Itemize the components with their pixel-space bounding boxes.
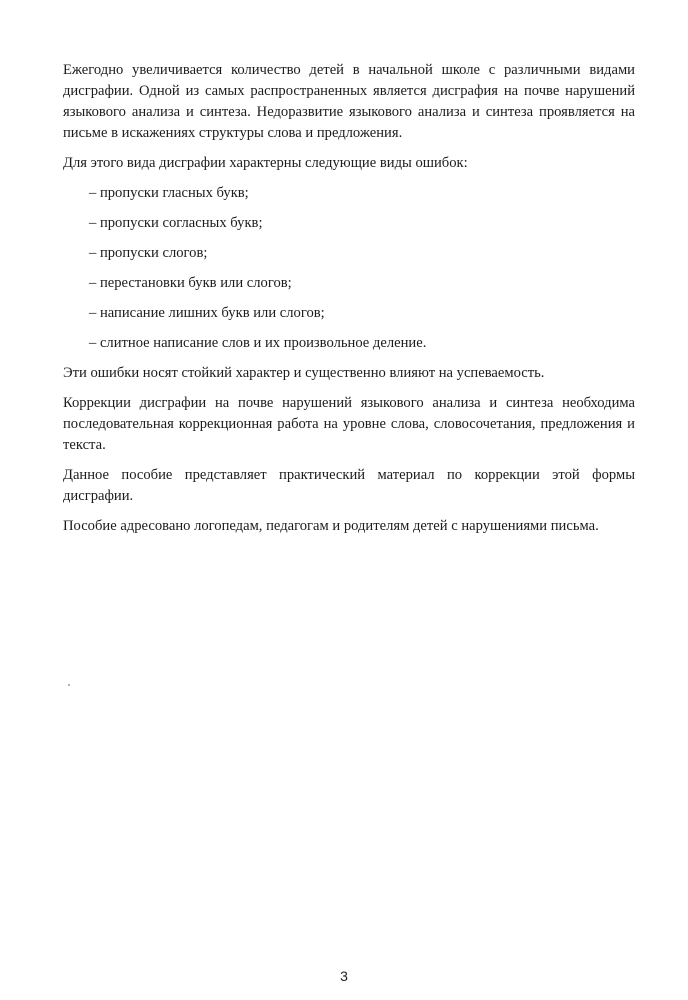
paragraph-error-types-text: Для этого вида дисграфии характерны следующие виды ошибок: [63, 155, 468, 171]
paragraph-consequences [63, 363, 635, 384]
error-list-item: – перестановки букв или слогов; [89, 275, 292, 291]
paragraph-error-types [63, 153, 635, 174]
paragraph-manual [63, 465, 635, 507]
error-list-item: – пропуски гласных букв; [89, 185, 249, 201]
error-list-item: – пропуски согласных букв; [89, 215, 263, 231]
error-list [63, 183, 635, 354]
paragraph-intro [63, 60, 635, 144]
error-list-item: – написание лишних букв или слогов; [89, 305, 325, 321]
error-list-item: – пропуски слогов; [89, 245, 208, 261]
paragraph-consequences-text: Эти ошибки носят стойкий характер и существенно влияют на успеваемость. [63, 365, 545, 381]
page-number: 3 [340, 968, 348, 984]
paragraph-intro-text: Ежегодно увеличивается количество детей в начальной школе с различными видами дисграфии. Одной из самых распространенных является дисграфия на почве нарушений языкового анализа и синтеза. Недоразвитие языкового анализа и синтеза проявляется на письме в искажениях структуры слова и предложения. [63, 62, 635, 141]
paragraph-manual-text: Данное пособие представляет практический материал по коррекции этой формы дисграфии. [63, 467, 635, 504]
paragraph-audience-text: Пособие адресовано логопедам, педагогам и родителям детей с нарушениями письма. [63, 518, 599, 534]
page-body [63, 60, 635, 546]
paragraph-correction [63, 393, 635, 456]
error-list-item: – слитное написание слов и их произвольное деление. [89, 335, 427, 351]
scan-artifact [68, 684, 70, 686]
paragraph-audience [63, 516, 635, 537]
paragraph-correction-text: Коррекции дисграфии на почве нарушений языкового анализа и синтеза необходима последовательная коррекционная работа на уровне слова, словосочетания, предложения и текста. [63, 395, 635, 453]
